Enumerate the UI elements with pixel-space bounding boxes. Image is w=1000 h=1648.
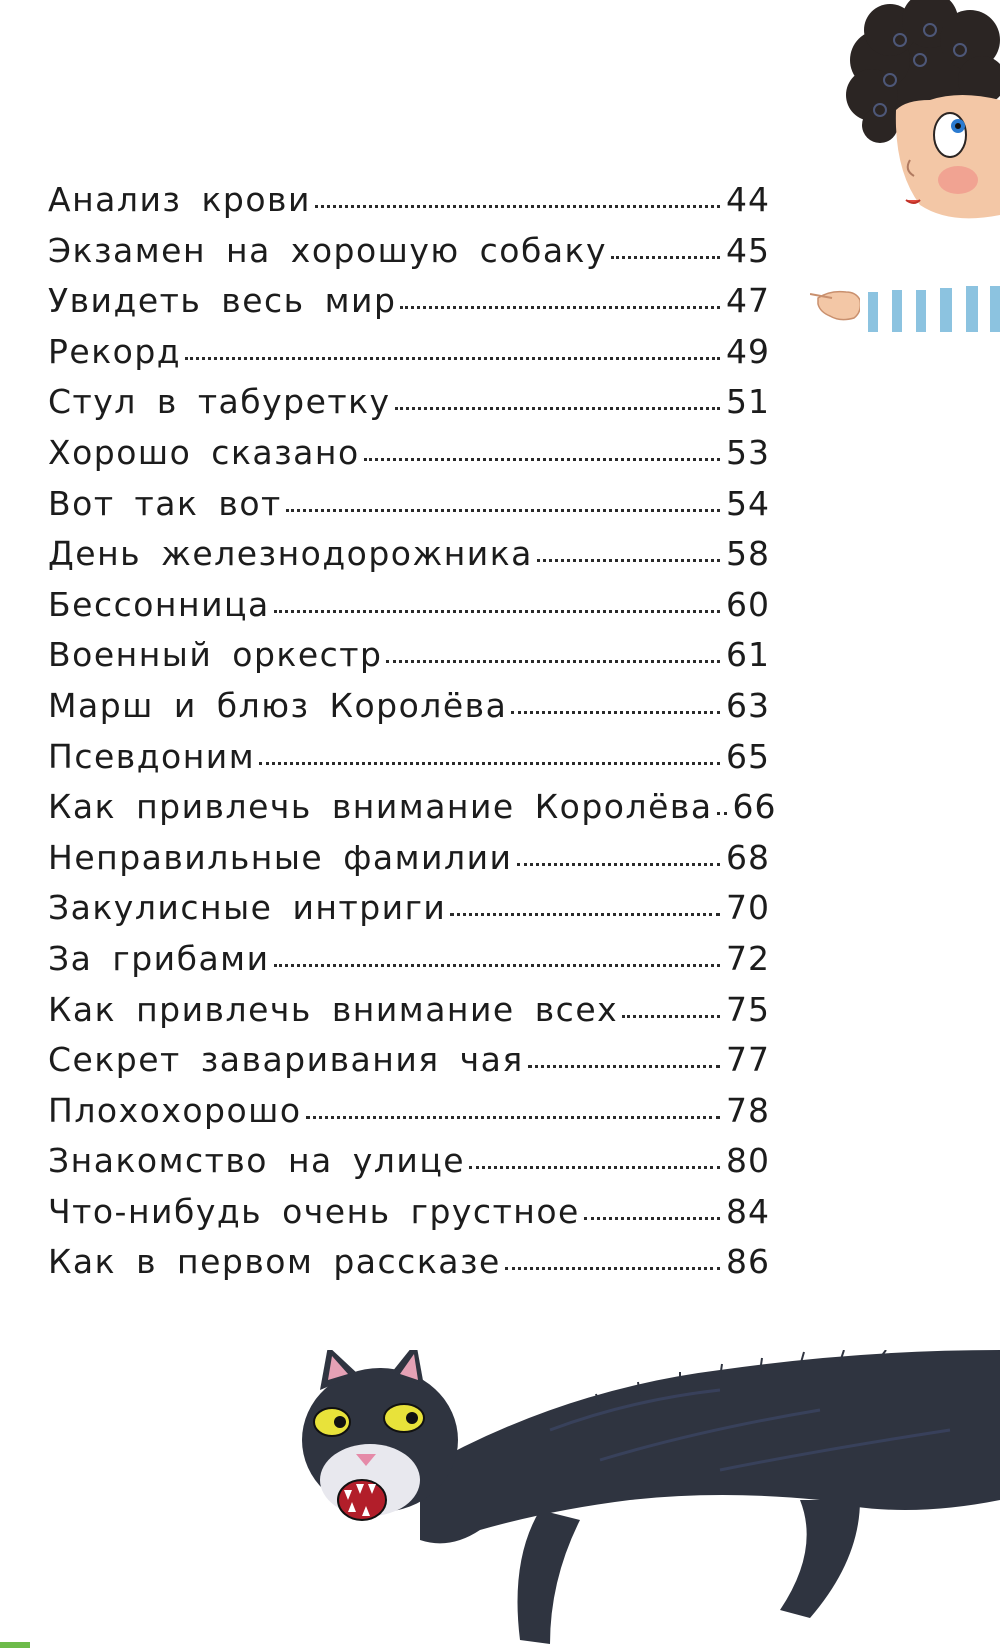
toc-leader-dots: [400, 304, 720, 309]
toc-entry-page: 61: [726, 635, 770, 675]
toc-leader-dots: [511, 709, 720, 714]
toc-leader-dots: [469, 1164, 720, 1169]
toc-entry-title: Знакомство на улице: [48, 1141, 466, 1181]
toc-entry-title: Экзамен на хорошую собаку: [48, 230, 608, 270]
toc-entry-title: Неправильные фамилии: [48, 837, 513, 877]
toc-entry-page: 66: [732, 787, 777, 827]
toc-leader-dots: [537, 557, 720, 562]
toc-entry[interactable]: [48, 635, 770, 686]
toc-entry[interactable]: [48, 838, 770, 889]
toc-leader-dots: [505, 1265, 720, 1270]
toc-leader-dots: [717, 810, 727, 815]
toc-entry-page: 75: [726, 989, 770, 1029]
toc-entry[interactable]: [48, 585, 770, 636]
toc-entry-page: 78: [726, 1090, 770, 1130]
toc-entry[interactable]: [48, 888, 770, 939]
boy-sleeve: [860, 286, 1000, 334]
toc-entry-title: Как в первом рассказе: [48, 1242, 501, 1282]
toc-entry[interactable]: [48, 1192, 770, 1243]
toc-entry-page: 77: [726, 1040, 770, 1080]
toc-entry-title: Марш и блюз Королёва: [48, 685, 508, 725]
cat-illustration: [300, 1350, 1000, 1648]
toc-leader-dots: [528, 1063, 720, 1068]
toc-leader-dots: [286, 507, 720, 512]
toc-entry-title: Как привлечь внимание всех: [48, 989, 619, 1029]
toc-leader-dots: [185, 355, 720, 360]
toc-entry-title: Вот так вот: [48, 483, 282, 523]
toc-entry-page: 51: [726, 382, 770, 422]
toc-entry[interactable]: [48, 1141, 770, 1192]
toc-entry[interactable]: [48, 686, 770, 737]
toc-entry[interactable]: [48, 939, 770, 990]
toc-entry-title: Стул в табуретку: [48, 382, 391, 422]
toc-entry-page: 60: [726, 584, 770, 624]
toc-entry[interactable]: [48, 231, 770, 282]
toc-entry-title: Анализ крови: [48, 180, 311, 219]
toc-entry[interactable]: [48, 990, 770, 1041]
toc-entry-page: 65: [726, 736, 770, 776]
toc-leader-dots: [611, 254, 720, 259]
toc-entry-title: Хорошо сказано: [48, 432, 360, 472]
toc-entry[interactable]: [48, 1040, 770, 1091]
toc-entry-page: 47: [726, 281, 770, 321]
toc-entry[interactable]: [48, 1091, 770, 1142]
toc-entry-title: Увидеть весь мир: [48, 281, 397, 321]
toc-leader-dots: [622, 1013, 720, 1018]
toc-entry[interactable]: [48, 332, 770, 383]
toc-entry-page: 53: [726, 432, 770, 472]
toc-entry-page: 72: [726, 938, 770, 978]
toc-entry[interactable]: [48, 737, 770, 788]
cat-body: [420, 1350, 1000, 1543]
toc-entry-title: Псевдоним: [48, 736, 256, 776]
toc-entry[interactable]: [48, 1242, 770, 1293]
toc-entry-page: 70: [726, 888, 770, 928]
toc-leader-dots: [395, 405, 720, 410]
toc-entry-page: 44: [726, 180, 770, 219]
toc-entry-page: 63: [726, 685, 770, 725]
toc-entry-page: 49: [726, 331, 770, 371]
toc-entry-page: 80: [726, 1141, 770, 1181]
toc-leader-dots: [259, 760, 720, 765]
toc-entry[interactable]: [48, 180, 770, 231]
toc-entry[interactable]: [48, 433, 770, 484]
toc-leader-dots: [450, 911, 720, 916]
toc-entry-page: 86: [726, 1242, 770, 1282]
toc-entry-page: 68: [726, 837, 770, 877]
toc-entry[interactable]: [48, 534, 770, 585]
toc-leader-dots: [584, 1215, 720, 1220]
toc-entry[interactable]: [48, 484, 770, 535]
toc-leader-dots: [517, 861, 721, 866]
boy-eye: [934, 113, 966, 157]
toc-leader-dots: [386, 658, 720, 663]
cat-front-leg: [518, 1510, 581, 1644]
toc-entry-title: Военный оркестр: [48, 635, 383, 675]
toc-leader-dots: [306, 1114, 720, 1119]
toc-entry-title: За грибами: [48, 938, 270, 978]
toc-leader-dots: [364, 456, 720, 461]
toc-entry[interactable]: [48, 382, 770, 433]
toc-entry[interactable]: [48, 281, 770, 332]
toc-entry-title: Рекорд: [48, 331, 182, 371]
toc-entry-title: Закулисные интриги: [48, 888, 447, 928]
toc-entry-page: 58: [726, 534, 770, 574]
toc-entry-title: Секрет заваривания чая: [48, 1040, 524, 1080]
page-edge-strip: [0, 1642, 30, 1648]
toc-leader-dots: [274, 962, 720, 967]
boy-illustration: [810, 0, 1000, 360]
toc-entry-title: Как привлечь внимание Королёва: [48, 787, 713, 827]
toc-entry-page: 84: [726, 1191, 770, 1231]
toc-entry-title: Бессонница: [48, 584, 270, 624]
toc-entry[interactable]: [48, 787, 777, 838]
toc-leader-dots: [274, 608, 720, 613]
toc-leader-dots: [315, 203, 720, 208]
toc-entry-title: Плохохорошо: [48, 1090, 302, 1130]
table-of-contents: [48, 180, 777, 1293]
toc-entry-title: День железнодорожника: [48, 534, 533, 574]
toc-entry-page: 45: [726, 230, 770, 270]
toc-entry-page: 54: [726, 483, 770, 523]
cat-back-leg: [780, 1500, 860, 1618]
toc-entry-title: Что-нибудь очень грустное: [48, 1191, 580, 1231]
